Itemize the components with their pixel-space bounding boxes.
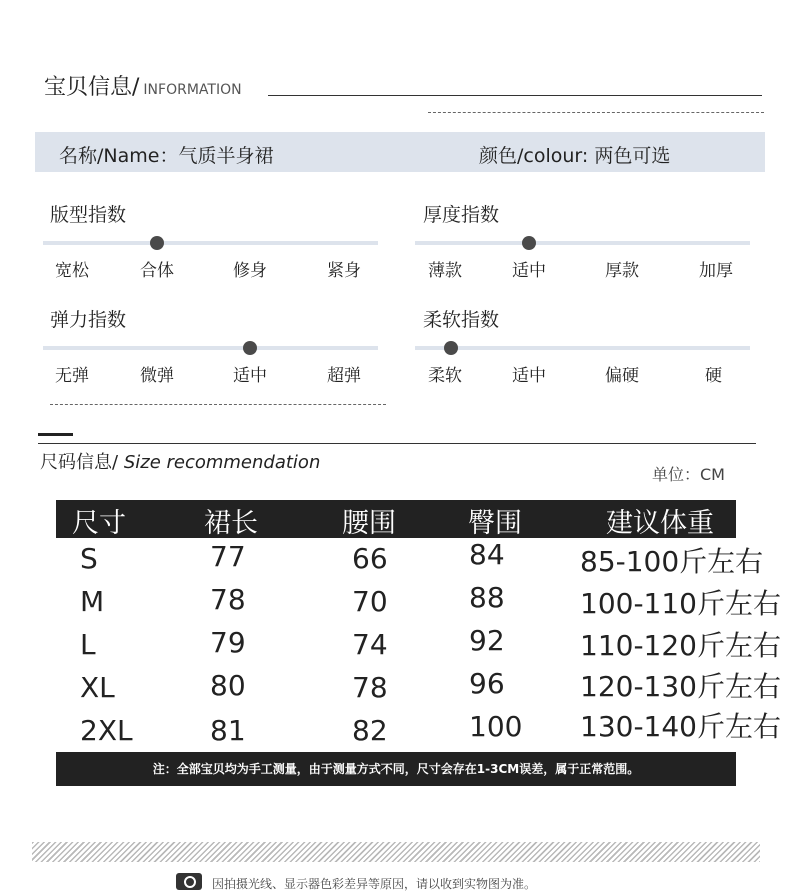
index-track [415,241,750,245]
index-option: 硬 [705,366,722,386]
cell-waist: 66 [352,542,388,575]
footer-disclaimer: 因拍摄光线、显示器色彩差异等原因，请以收到实物图为准。 [212,877,537,891]
info-title: 宝贝信息/ [44,75,140,100]
index-option: 柔软 [428,366,462,386]
stripe-divider [32,842,760,862]
index-option: 薄款 [428,261,462,281]
info-section-title [44,70,242,101]
header-hip: 臀围 [468,508,522,539]
index-marker [243,341,257,355]
cell-size: 2XL [80,714,133,747]
cell-size: XL [80,671,115,704]
header-size: 尺寸 [72,508,126,539]
cell-weight: 85-100斤左右 [580,545,764,578]
cell-weight: 110-120斤左右 [580,629,781,662]
cell-length: 80 [210,669,246,702]
index-track [43,241,378,245]
index-option: 加厚 [699,261,733,281]
camera-icon [176,873,202,890]
header-waist: 腰围 [342,508,396,539]
cell-waist: 70 [352,585,388,618]
unit-label: 单位：CM [652,465,725,484]
index-option: 修身 [233,261,267,281]
cell-length: 77 [210,540,246,573]
cell-hip: 100 [469,710,523,743]
dashed-divider [50,404,386,405]
product-name: 名称/Name：气质半身裙 [59,145,274,167]
index-option: 适中 [512,261,546,281]
index-title: 版型指数 [50,204,127,226]
size-section-title [40,448,320,474]
cell-weight: 130-140斤左右 [580,710,781,743]
accent-bar [38,433,73,436]
size-title-en: Size recommendation [123,452,321,473]
index-option: 无弹 [55,366,89,386]
index-track [43,346,378,350]
name-bar [35,132,765,172]
index-marker [444,341,458,355]
cell-hip: 88 [469,581,505,614]
cell-hip: 92 [469,624,505,657]
header-weight: 建议体重 [606,508,714,539]
index-option: 适中 [512,366,546,386]
cell-length: 78 [210,583,246,616]
index-option: 合体 [140,261,174,281]
index-title: 厚度指数 [423,204,500,226]
index-option: 宽松 [55,261,89,281]
index-option: 超弹 [327,366,361,386]
index-title: 柔软指数 [423,309,500,331]
divider [38,443,756,444]
index-option: 适中 [233,366,267,386]
info-title-en: INFORMATION [143,82,242,98]
dashed-divider [428,112,764,113]
cell-waist: 74 [352,628,388,661]
index-option: 偏硬 [605,366,639,386]
index-marker [522,236,536,250]
cell-size: L [80,628,96,661]
index-title: 弹力指数 [50,309,127,331]
measurement-note: 注：全部宝贝均为手工测量，由于测量方式不同，尺寸会存在1-3CM误差，属于正常范围。 [56,752,736,786]
index-option: 微弹 [140,366,174,386]
cell-weight: 120-130斤左右 [580,670,781,703]
index-marker [150,236,164,250]
cell-length: 79 [210,626,246,659]
product-colour: 颜色/colour: 两色可选 [479,145,671,167]
cell-hip: 96 [469,667,505,700]
cell-weight: 100-110斤左右 [580,587,781,620]
cell-waist: 78 [352,671,388,704]
cell-hip: 84 [469,538,505,571]
cell-size: M [80,585,105,618]
divider [268,95,762,96]
size-table-header [56,500,736,538]
header-length: 裙长 [204,508,258,539]
size-title: 尺码信息/ [40,452,119,473]
cell-length: 81 [210,714,246,747]
index-option: 紧身 [327,261,361,281]
cell-size: S [80,542,98,575]
cell-waist: 82 [352,714,388,747]
index-track [415,346,750,350]
index-option: 厚款 [605,261,639,281]
